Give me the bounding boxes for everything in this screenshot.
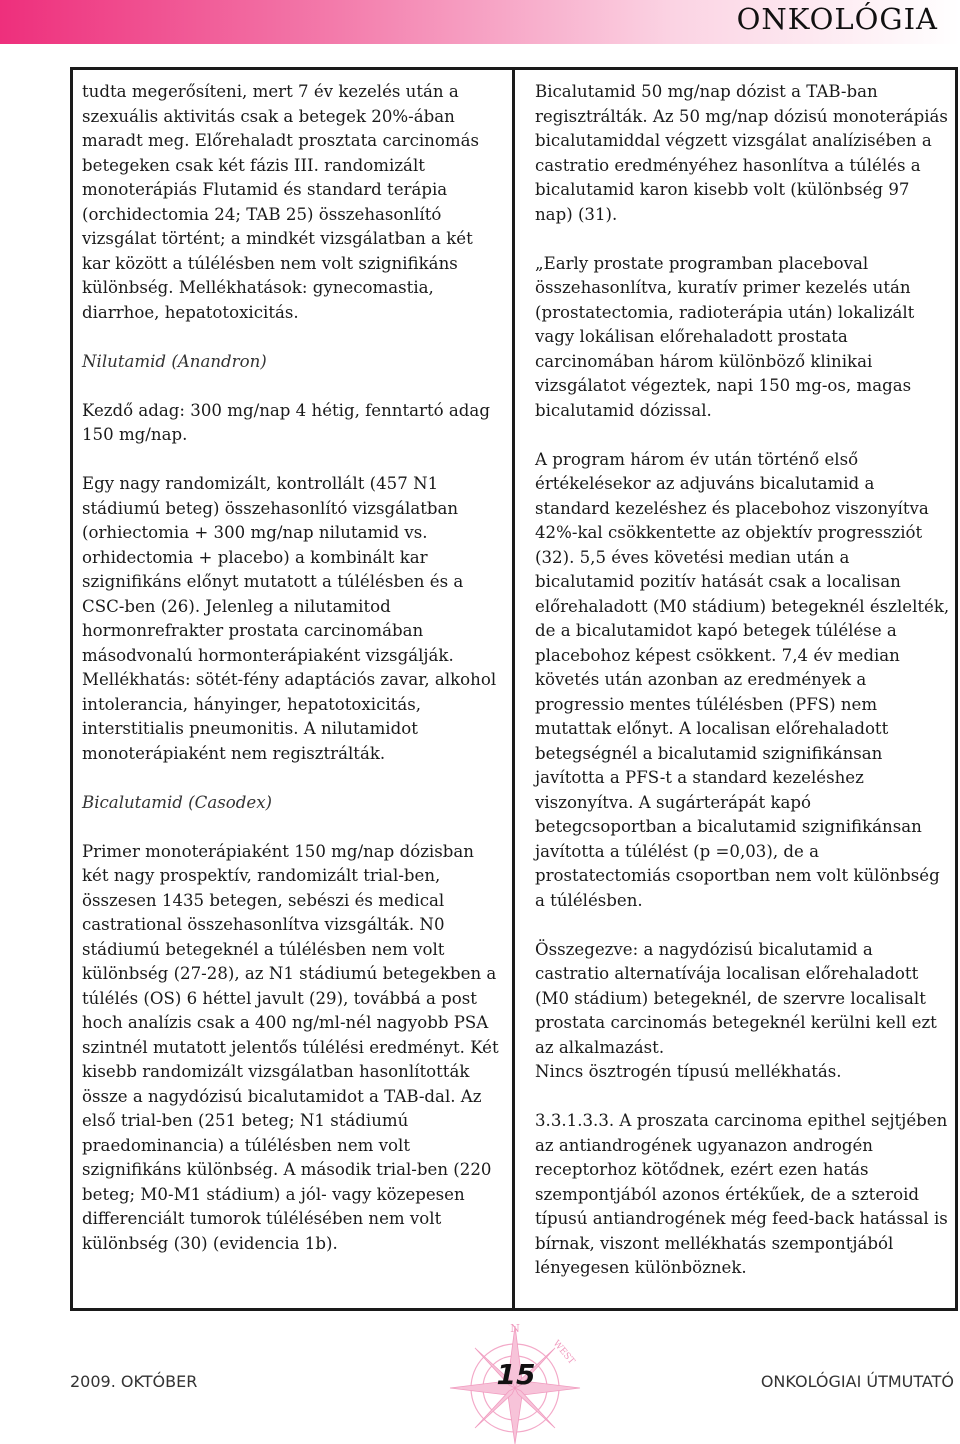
footer-publication: ONKOLÓGIAI ÚTMUTATÓ bbox=[760, 1372, 954, 1391]
paragraph: Egy nagy randomizált, kontrollált (457 N1 stádiumú beteg) összehasonlító vizsgálatban (orhiectomia + 300 mg/nap nilutamid vs. orhidectomia + placebo) a kombinált kar szignifikáns előnyt mutatott a túlélésben és a CSC-ben (26). Jelenleg a nilutamitod hormonrefrakter prostata carcinomában másodvonalú hormonterápiaként vizsgálják. Mellékhatás: sötét-fény adaptációs zavar, alkohol intolerancia, hányinger, hepatotoxicitás, interstitialis pneumonitis. A nilutamidot monoterápiaként nem regisztrálták. bbox=[82, 474, 497, 763]
paragraph: „Early prostate programban placeboval összehasonlítva, kuratív primer kezelés után (prostatectomia, radioterápia után) lokalizált vagy lokálisan előrehaladott prostata carcinomában három különböző klinikai vizsgálatot végeztek, napi 150 mg-os, magas bicalutamid dózissal. bbox=[535, 253, 915, 420]
left-column bbox=[82, 80, 502, 1281]
footer-date: 2009. OKTÓBER bbox=[70, 1372, 198, 1391]
right-column bbox=[535, 80, 950, 1305]
heading-bicalutamid: Bicalutamid (Casodex) bbox=[82, 792, 273, 812]
compass-north-letter: N bbox=[510, 1322, 520, 1335]
compass-west-label: WEST bbox=[550, 1338, 577, 1367]
section-title: ONKOLÓGIA bbox=[736, 2, 938, 36]
paragraph: Primer monoterápiaként 150 mg/nap dózisban két nagy prospektív, randomizált trial-ben, összesen 1435 betegen, sebészi és medical castrational összehasonlítva vizsgálták. N0 stádiumú betegeknél a túlélésben nem volt különbség (27-28), az N1 stádiumú betegekben a túlélés (OS) 6 héttel javult (29), továbbá a post hoch analízis csak a 400 ng/ml-nél nagyobb PSA szintnél mutatott jelentős túlélési eredményt. Két kisebb randomizált vizsgálatban hasonlították össze a nagydózisú bicalutamidot a TAB-dal. Az első trial-ben (251 beteg; N1 stádiumú praedominancia) a túlélésben nem volt szignifikáns különbség. A második trial-ben (220 beteg; M0-M1 stádium) a jól- vagy közepesen differenciált tumorok túlélésében nem volt különbség (30) (evidencia 1b). bbox=[82, 841, 499, 1253]
paragraph: Összegezve: a nagydózisú bicalutamid a castratio alternatívája localisan előrehaladott (M0 stádium) betegeknél, de szervre localisalt prostata carcinomás betegeknél kerülni kell ezt az alkalmazást. bbox=[535, 939, 937, 1057]
heading-nilutamid: Nilutamid (Anandron) bbox=[82, 351, 267, 371]
paragraph: Kezdő adag: 300 mg/nap 4 hétig, fenntartó adag 150 mg/nap. bbox=[82, 400, 490, 444]
paragraph: Bicalutamid 50 mg/nap dózist a TAB-ban regisztrálták. Az 50 mg/nap dózisú monoterápiás bicalutamiddal végzett vizsgálat analízisében a castratio eredményéhez hasonlítva a túlélés a bicalutamid karon kisebb volt (különbség 97 nap) (31). bbox=[535, 82, 948, 224]
paragraph: 3.3.1.3.3. A proszata carcinoma epithel sejtjében az antiandrogének ugyanazon androgén receptorhoz kötődnek, ezért ezen hatás szempontjából azonos értékűek, de a szteroid típusú antiandrogének még feed-back hatással is bírnak, viszont mellékhatás szempontjából lényegesen különböznek. bbox=[535, 1111, 948, 1277]
paragraph: Nincs ösztrogén típusú mellékhatás. bbox=[535, 1062, 842, 1081]
paragraph: tudta megerősíteni, mert 7 év kezelés után a szexuális aktivitás csak a betegek 20%-ában maradt meg. Előrehaladt prosztata carcinomás betegeken csak két fázis III. randomizált monoterápiás Flutamid és standard terápia (orchidectomia 24; TAB 25) összehasonlító vizsgálat történt; a mindkét vizsgálatban a két kar között a túlélésben nem volt szignifikáns különbség. Mellékhatások: gynecomastia, diarrhoe, hepatotoxicitás. bbox=[82, 82, 479, 322]
column-divider bbox=[512, 67, 515, 1311]
page-number: 15 bbox=[496, 1358, 536, 1391]
paragraph: A program három év után történő első értékelésekor az adjuváns bicalutamid a standard kezeléshez és placebohoz viszonyítva 42%-kal csökkentette az objektív progressziót (32). 5,5 éves követési median után a bicalutamid pozitív hatását csak a localisan előrehaladott (M0 stádium) betegeknél észlelték, de a bicalutamidot kapó betegek túlélése a placebohoz képest csökkent. 7,4 év median követés után azonban az eredmények a progressio mentes túlélésben (PFS) nem mutattak előnyt. A localisan előrehaladott betegségnél a bicalutamid szignifikánsan javította a PFS-t a standard kezeléshez viszonyítva. A sugárterápát kapó betegcsoportban a bicalutamid szignifikánsan javította a túlélést (p =0,03), de a prostatectomiás csoportban nem volt különbség a túlélésben. bbox=[535, 449, 950, 910]
